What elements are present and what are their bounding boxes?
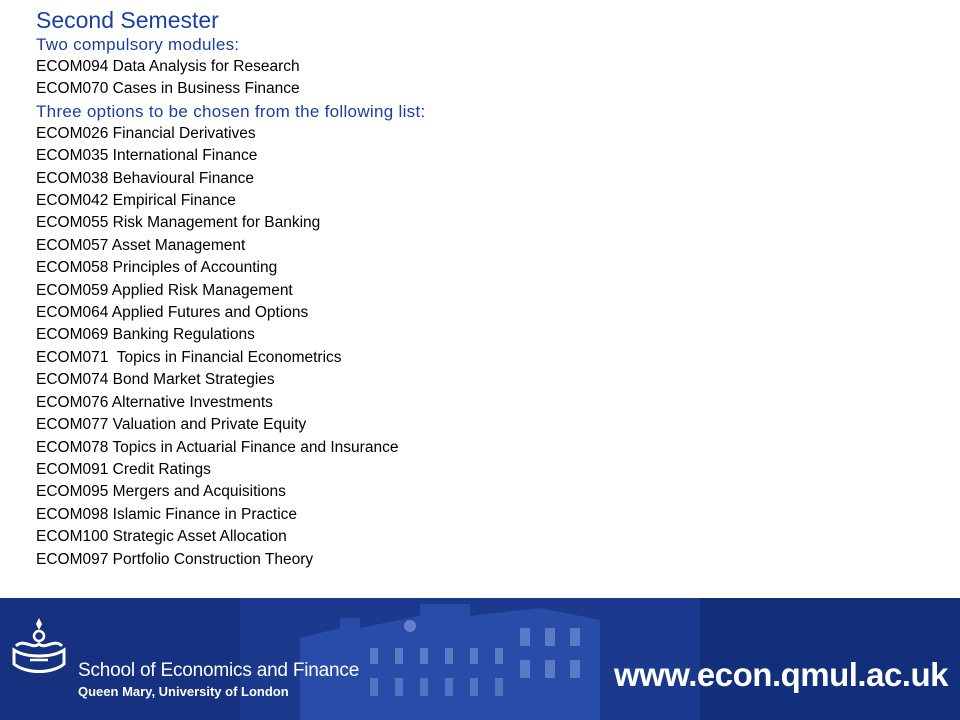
list-item: ECOM074 Bond Market Strategies	[36, 371, 275, 389]
slide-content	[36, 6, 940, 571]
list-item: ECOM095 Mergers and Acquisitions	[36, 483, 286, 501]
list-item: ECOM042 Empirical Finance	[36, 192, 236, 210]
list-item: ECOM076 Alternative Investments	[36, 393, 273, 411]
list-item: ECOM091 Credit Ratings	[36, 460, 211, 478]
list-item: ECOM035 International Finance	[36, 147, 258, 165]
school-name: School of Economics and Finance	[78, 660, 360, 681]
option-module-list	[36, 123, 940, 571]
list-item: ECOM038 Behavioural Finance	[36, 169, 254, 187]
list-item: ECOM071 Topics in Financial Econometrics	[36, 348, 342, 366]
list-item: ECOM064 Applied Futures and Options	[36, 304, 309, 322]
list-item: ECOM058 Principles of Accounting	[36, 259, 278, 277]
qmul-crest-icon	[10, 616, 68, 678]
options-heading: Three options to be chosen from the following list:	[36, 101, 426, 121]
list-item: ECOM097 Portfolio Construction Theory	[36, 550, 314, 568]
list-item: ECOM098 Islamic Finance in Practice	[36, 505, 298, 523]
list-item: ECOM100 Strategic Asset Allocation	[36, 528, 287, 546]
list-item: ECOM070 Cases in Business Finance	[36, 80, 300, 98]
list-item: ECOM026 Financial Derivatives	[36, 124, 256, 142]
list-item: ECOM094 Data Analysis for Research	[36, 58, 300, 75]
compulsory-heading: Two compulsory modules:	[36, 35, 240, 54]
list-item: ECOM055 Risk Management for Banking	[36, 214, 321, 232]
website-link[interactable]: www.econ.qmul.ac.uk	[613, 656, 948, 693]
list-item: ECOM059 Applied Risk Management	[36, 281, 293, 299]
compulsory-module-list	[36, 56, 940, 101]
slide-title: Second Semester	[36, 7, 219, 33]
list-item: ECOM077 Valuation and Private Equity	[36, 416, 307, 434]
logo-group	[10, 616, 68, 683]
list-item: ECOM078 Topics in Actuarial Finance and Insurance	[36, 438, 399, 456]
list-item: ECOM057 Asset Management	[36, 236, 246, 254]
list-item: ECOM069 Banking Regulations	[36, 326, 255, 344]
university-name: Queen Mary, University of London	[78, 684, 289, 699]
footer-banner	[0, 598, 960, 720]
